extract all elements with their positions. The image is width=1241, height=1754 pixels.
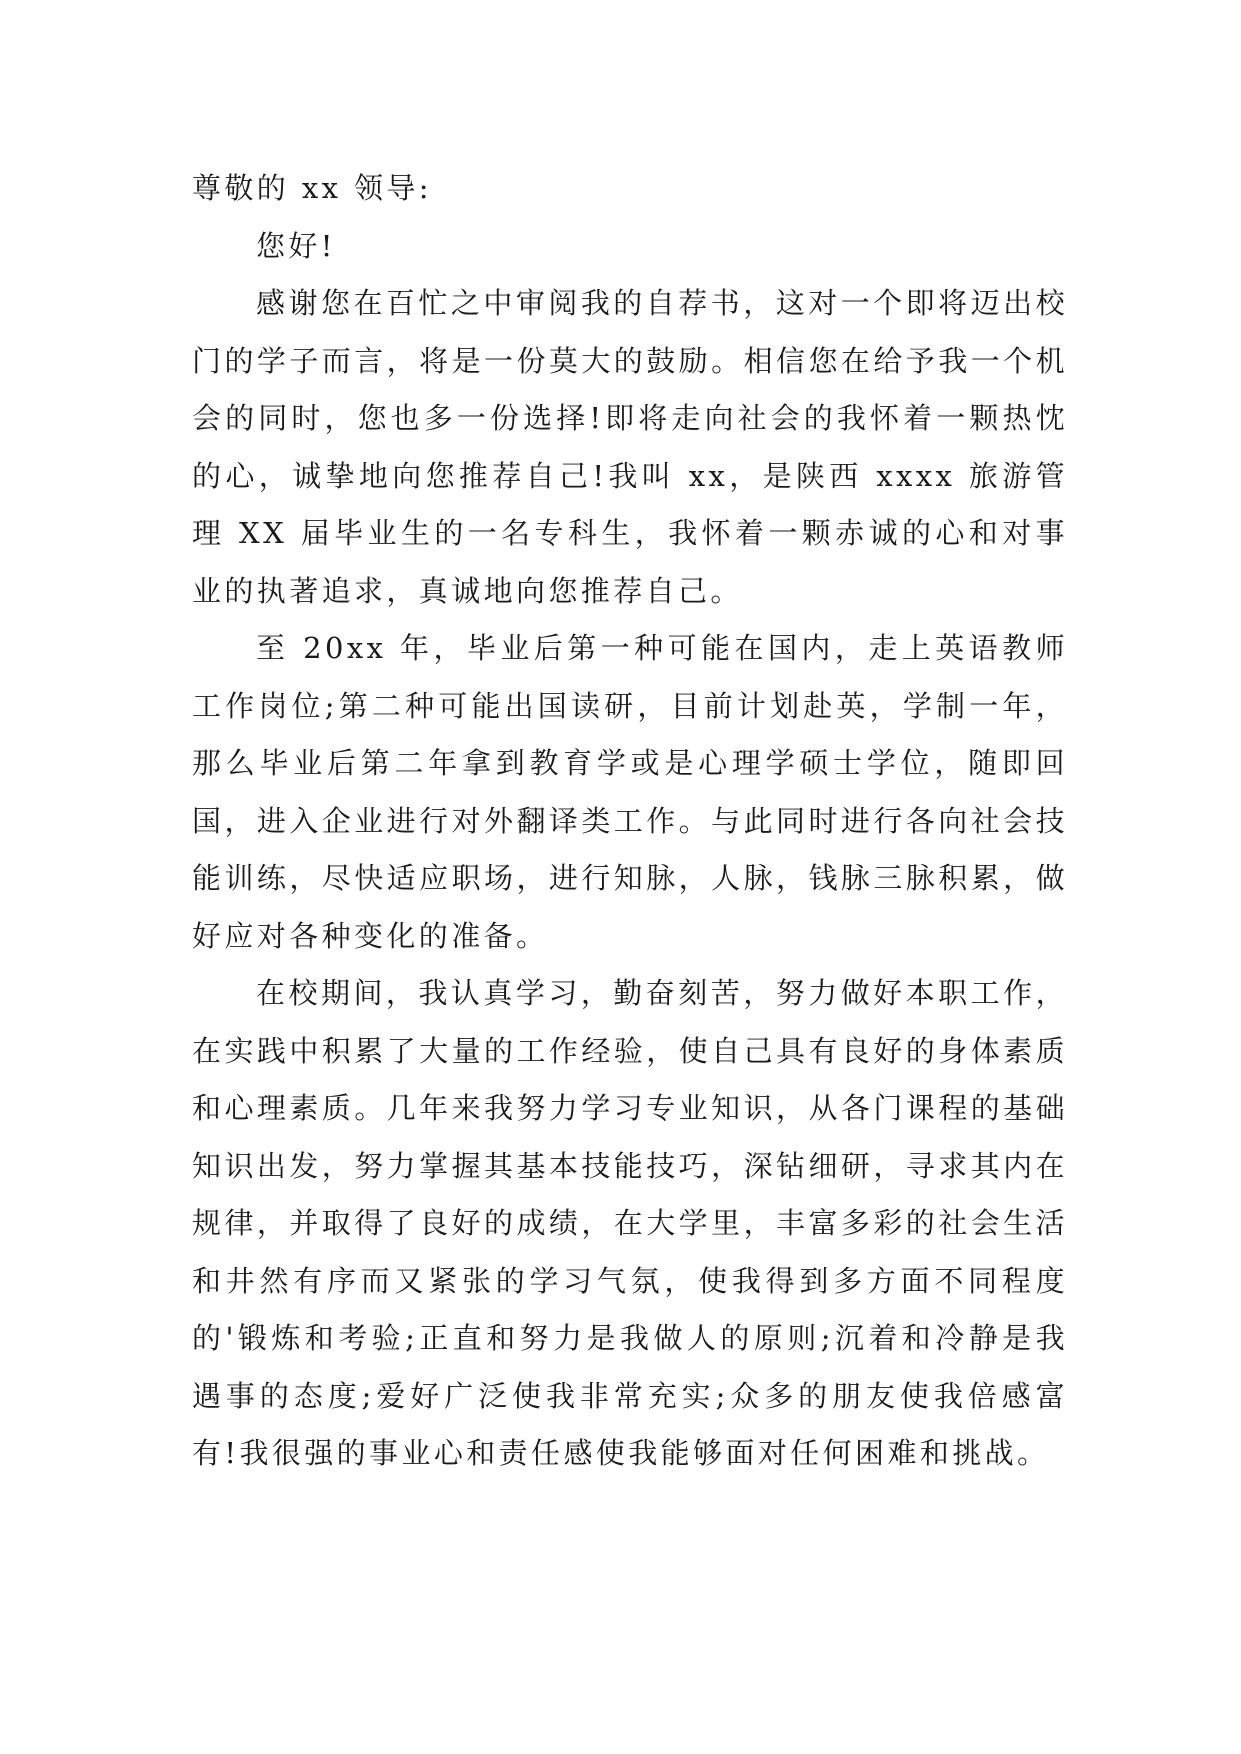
letter-body: [192, 160, 1068, 1483]
paragraph-school-experience: 在校期间，我认真学习，勤奋刻苦，努力做好本职工作，在实践中积累了大量的工作经验，使自己具有良好的身体素质和心理素质。几年来我努力学习专业知识，从各门课程的基础知识出发，努力掌握其基本技能技巧，深钻细研，寻求其内在规律，并取得了良好的成绩，在大学里，丰富多彩的社会生活和井然有序而又紧张的学习气氛，使我得到多方面不同程度的'锻炼和考验;正直和努力是我做人的原则;沉着和冷静是我遇事的态度;爱好广泛使我非常充实;众多的朋友使我倍感富有!我很强的事业心和责任感使我能够面对任何困难和挑战。: [192, 976, 1068, 1470]
paragraph-gratitude: 感谢您在百忙之中审阅我的自荐书，这对一个即将迈出校门的学子而言，将是一份莫大的鼓励。相信您在给予我一个机会的同时，您也多一份选择!即将走向社会的我怀着一颗热忱的心，诚挚地向您推荐自己!我叫 xx，是陕西 xxxx 旅游管理 XX 届毕业生的一名专科生，我怀着一颗赤诚的心和对事业的执著追求，真诚地向您推荐自己。: [192, 286, 1068, 608]
greeting: 您好!: [256, 228, 336, 263]
salutation: 尊敬的 xx 领导:: [192, 171, 432, 205]
paragraph-career-plan: 至 20xx 年，毕业后第一种可能在国内，走上英语教师工作岗位;第二种可能出国读研，目前计划赴英，学制一年，那么毕业后第二年拿到教育学或是心理学硕士学位，随即回国，进入企业进行对外翻译类工作。与此同时进行各向社会技能训练，尽快适应职场，进行知脉，人脉，钱脉三脉积累，做好应对各种变化的准备。: [192, 631, 1068, 953]
